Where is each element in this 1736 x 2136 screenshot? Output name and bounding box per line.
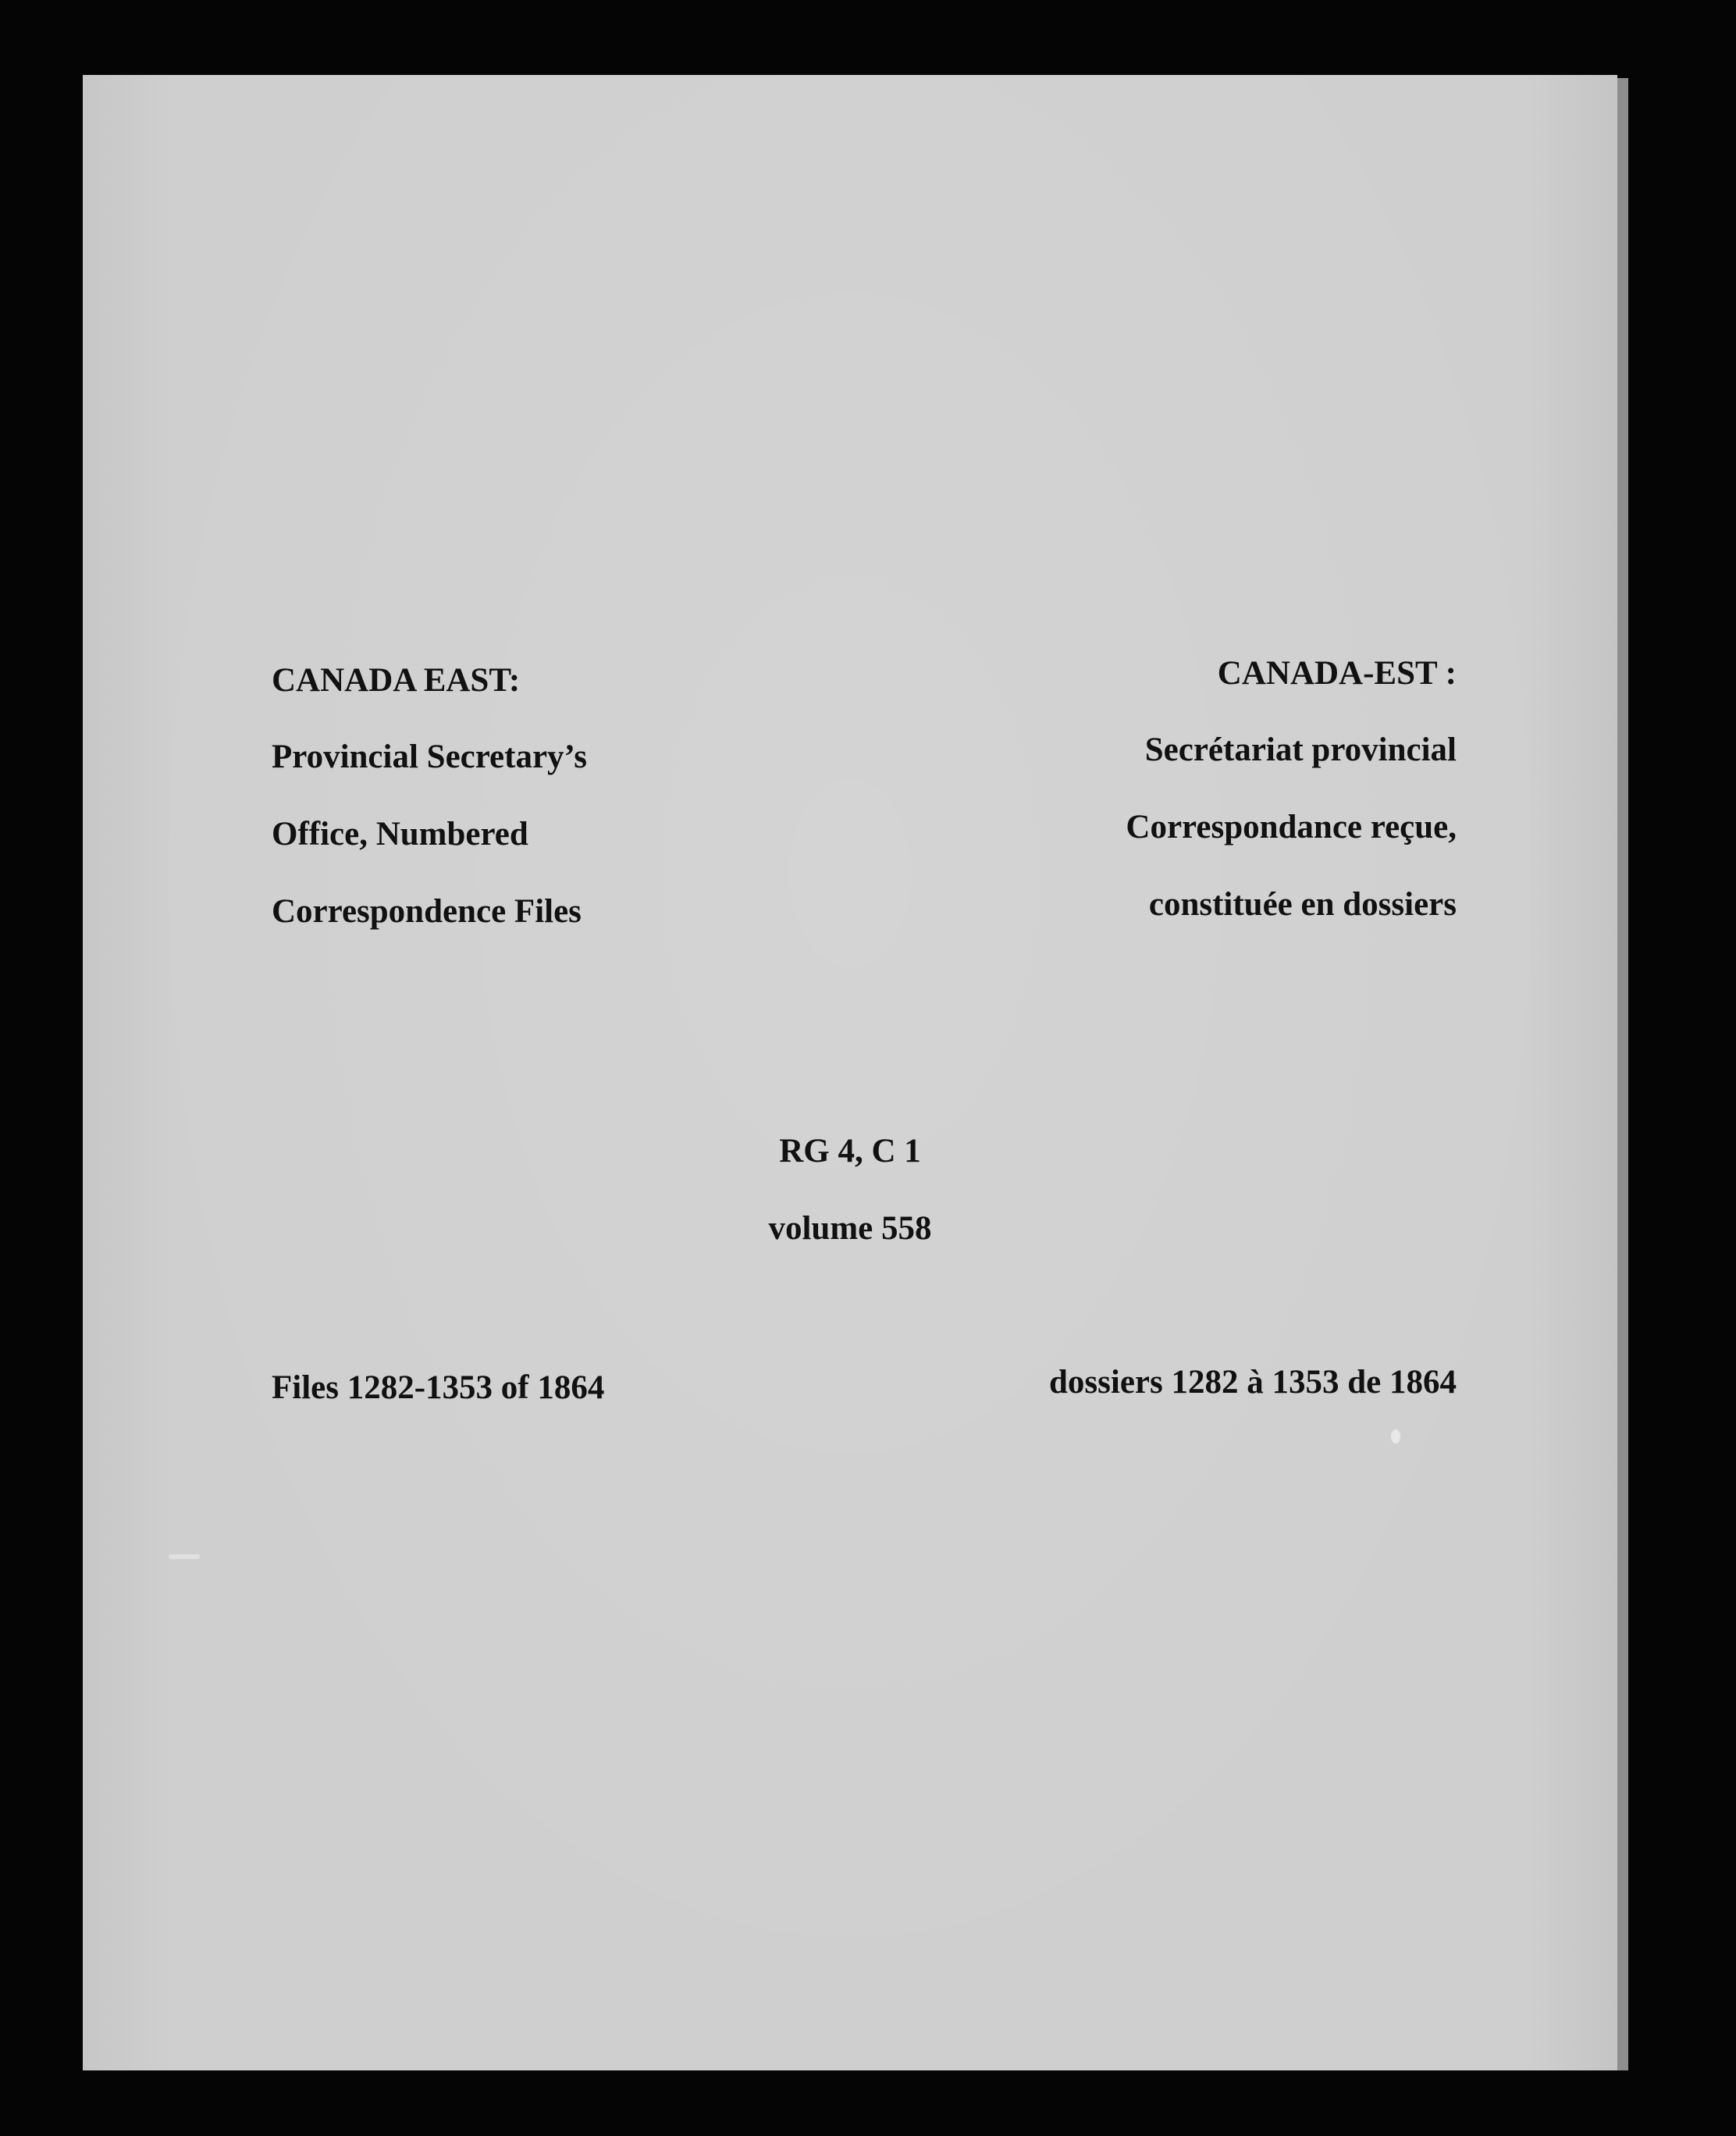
french-line-3: Correspondance reçue, xyxy=(1126,809,1457,846)
english-line-4: Correspondence Files xyxy=(272,893,582,930)
english-line-2: Provincial Secretary’s xyxy=(272,739,588,775)
document-sheet xyxy=(83,75,1617,2070)
french-line-2: Secrétariat provincial xyxy=(1144,732,1457,768)
english-files-range: Files 1282-1353 of 1864 xyxy=(272,1369,605,1406)
record-group: RG 4, C 1 xyxy=(779,1133,921,1169)
french-title: CANADA-EST : xyxy=(1217,655,1457,692)
french-files-range: dossiers 1282 à 1353 de 1864 xyxy=(1049,1364,1457,1401)
english-title: CANADA EAST: xyxy=(272,662,521,699)
film-speck xyxy=(1391,1429,1400,1444)
film-smudge xyxy=(169,1554,200,1559)
french-line-4: constituée en dossiers xyxy=(1148,886,1457,923)
volume-number: volume 558 xyxy=(768,1210,932,1247)
english-line-3: Office, Numbered xyxy=(272,816,528,853)
sheet-edge-shadow xyxy=(1617,78,1628,2070)
